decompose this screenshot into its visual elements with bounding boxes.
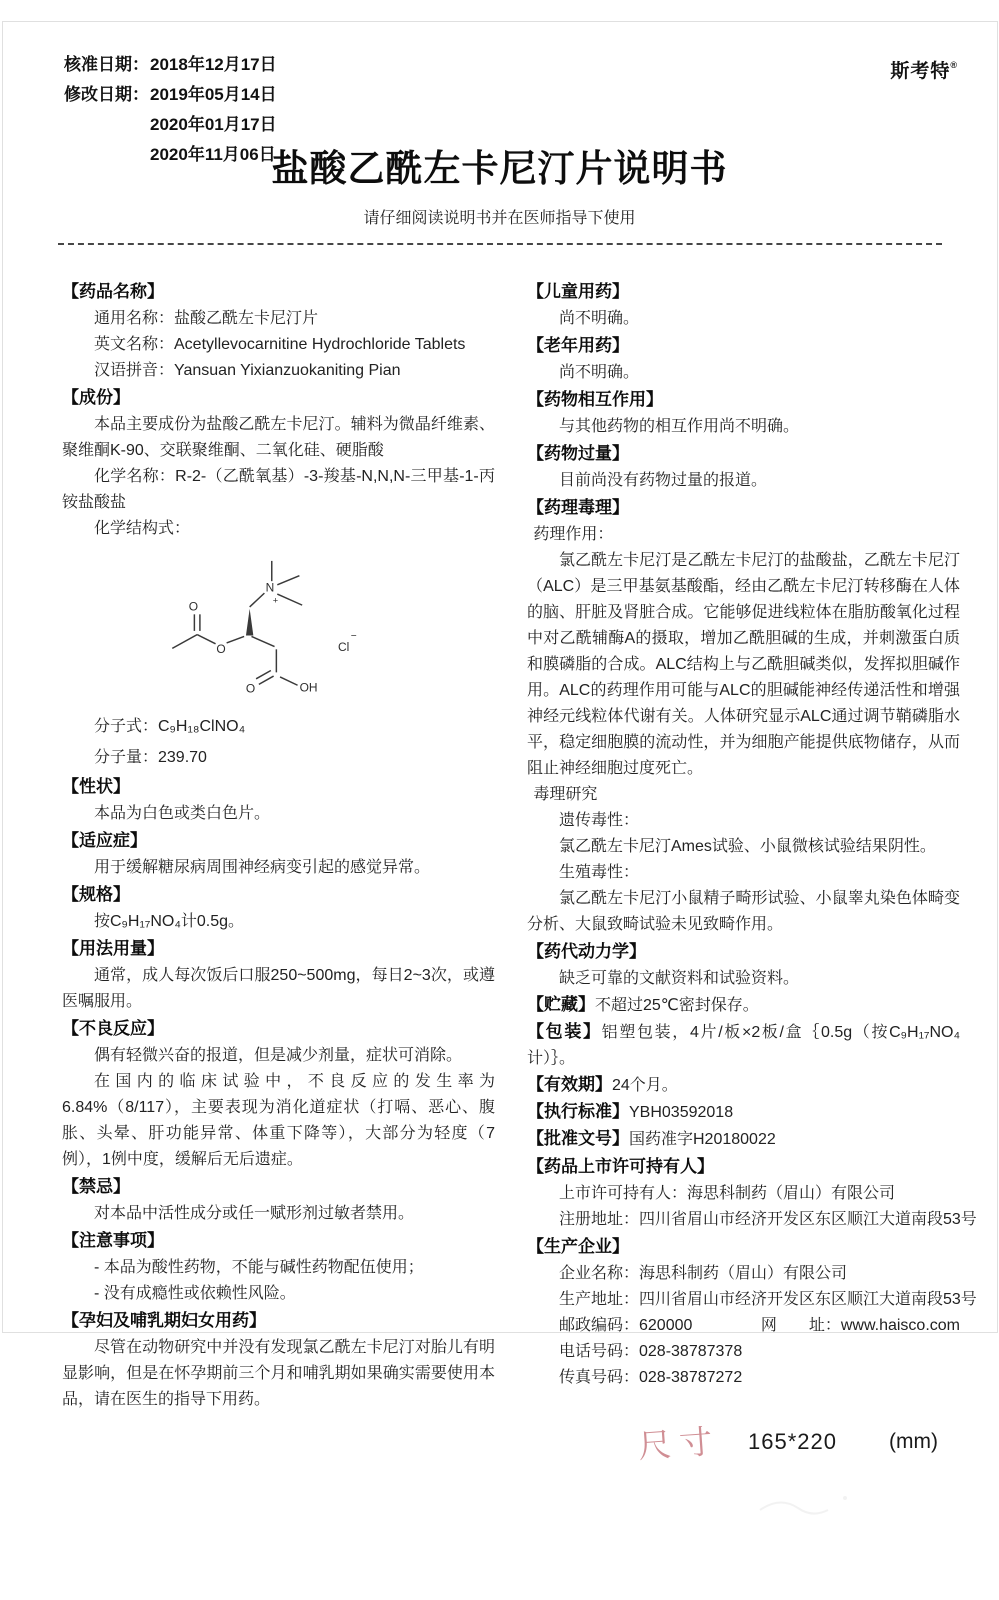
pharmacology-subheading: 药理作用： xyxy=(533,526,614,543)
section-title-manufacturer: 【生产企业】 xyxy=(527,1237,629,1256)
section-title-package: 【包装】 xyxy=(527,1022,602,1041)
section-title-adverse: 【不良反应】 xyxy=(62,1019,164,1038)
generic-name-line: 通用名称：盐酸乙酰左卡尼汀片 xyxy=(94,310,319,327)
chemical-structure-diagram xyxy=(158,548,495,709)
validity-section xyxy=(527,1072,960,1099)
section-title-overdose: 【药物过量】 xyxy=(527,444,629,463)
section-title-elderly: 【老年用药】 xyxy=(527,336,629,355)
section-title-mah: 【药品上市许可持有人】 xyxy=(527,1157,714,1176)
approval-no-text: 国药准字H20180022 xyxy=(629,1131,776,1148)
standard-section xyxy=(527,1099,960,1126)
section-title-drug-name: 【药品名称】 xyxy=(62,282,164,301)
handwritten-size-label: 尺寸 xyxy=(636,1422,722,1465)
indication-text: 用于缓解糖尿病周围神经病变引起的感觉异常。 xyxy=(94,859,431,876)
section-title-pharmacokinetics: 【药代动力学】 xyxy=(527,942,646,961)
revised-date-value-1: 2019年05月14日 xyxy=(150,85,277,104)
right-column xyxy=(527,278,977,1413)
approved-date-label: 核准日期： xyxy=(64,55,149,74)
contraindication-text: 对本品中活性成分或任一赋形剂过敏者禁用。 xyxy=(94,1205,415,1222)
content-columns xyxy=(62,278,977,1413)
section-title-dosage: 【用法用量】 xyxy=(62,939,164,958)
left-column xyxy=(62,278,495,1413)
adverse-paragraph-2: 在国内的临床试验中，不良反应的发生率为6.84%（8/117），主要表现为消化道症状（打嗝、恶心、腹胀、头晕、肝功能异常、体重下降等），大部分为轻度（7例），1例中度，缓解后无后遗症。 xyxy=(62,1073,495,1168)
page-subtitle: 请仔细阅读说明书并在医师指导下使用 xyxy=(363,210,636,227)
phone-line: 电话号码：028-38787378 xyxy=(559,1343,743,1360)
package-section xyxy=(527,1019,960,1072)
section-title-interaction: 【药物相互作用】 xyxy=(527,390,663,409)
section-title-composition: 【成份】 xyxy=(62,388,130,407)
reproductive-toxicity-text: 氯乙酰左卡尼汀小鼠精子畸形试验、小鼠睾丸染色体畸变分析、大鼠致畸试验未见致畸作用。 xyxy=(527,890,960,933)
storage-section xyxy=(527,992,960,1019)
standard-text: YBH03592018 xyxy=(629,1104,734,1121)
revised-date-row xyxy=(64,80,277,110)
adverse-paragraph-1: 偶有轻微兴奋的报道，但是减少剂量，症状可消除。 xyxy=(94,1047,463,1064)
acid-oxygen-label: O xyxy=(245,681,256,696)
genotoxicity-text: 氯乙酰左卡尼汀Ames试验、小鼠微核试验结果阴性。 xyxy=(559,838,936,855)
revised-date-label: 修改日期： xyxy=(64,85,149,104)
manufacturer-name-line: 企业名称：海思科制药（眉山）有限公司 xyxy=(559,1265,848,1282)
composition-paragraph: 本品主要成份为盐酸乙酰左卡尼汀。辅料为微晶纤维素、聚维酮K-90、交联聚维酮、二氧化硅、硬脂酸 xyxy=(62,416,495,459)
fax-line: 传真号码：028-38787272 xyxy=(559,1369,743,1386)
structure-caption: 化学结构式： xyxy=(94,520,191,537)
pinyin-name-line: 汉语拼音：Yansuan Yixianzuokaniting Pian xyxy=(94,362,401,379)
section-title-standard: 【执行标准】 xyxy=(527,1102,629,1121)
pharmacology-paragraph: 氯乙酰左卡尼汀是乙酰左卡尼汀的盐酸盐，乙酰左卡尼汀（ALC）是三甲基氨基酸酯，经由乙酰左卡尼汀转移酶在人体的脑、肝脏及肾脏合成。它能够促进线粒体在脂肪酸氧化过程中对乙酰辅酶A的摄取，增加乙酰胆碱的生成，并刺激蛋白质和膜磷脂的合成。ALC结构上与乙酰胆碱类似，发挥拟胆碱作用。ALC的药理作用可能与ALC的胆碱能神经传递活性和增强神经元线粒体代谢有关。人体研究显示ALC通过调节鞘磷脂水平，稳定细胞膜的流动性，并为细胞产能提供底物储存，从而阻止神经细胞过度死亡。 xyxy=(527,552,960,777)
children-text: 尚不明确。 xyxy=(559,310,640,327)
molecular-formula-line: 分子式：C₉H₁₈ClNO₄ xyxy=(94,718,246,735)
storage-text: 不超过25℃密封保存。 xyxy=(595,997,759,1014)
section-title-character: 【性状】 xyxy=(62,777,130,796)
chemical-name-paragraph: 化学名称：R-2-（乙酰氧基）-3-羧基-N,N,N-三甲基-1-丙铵盐酸盐 xyxy=(62,468,495,511)
section-title-contraindication: 【禁忌】 xyxy=(62,1177,130,1196)
overdose-text: 目前尚没有药物过量的报道。 xyxy=(559,472,768,489)
page-title: 盐酸乙酰左卡尼汀片说明书 xyxy=(271,148,728,189)
ester-oxygen-label: O xyxy=(216,642,226,657)
genotoxicity-subheading: 遗传毒性： xyxy=(559,812,640,829)
approved-date-value: 2018年12月17日 xyxy=(150,55,277,74)
package-text: 铝塑包装，4片/板×2板/盒｛0.5g（按C₉H₁₇NO₄计）｝。 xyxy=(527,1024,960,1067)
molecular-weight-line: 分子量：239.70 xyxy=(94,749,207,766)
section-title-storage: 【贮藏】 xyxy=(527,995,595,1014)
minus-charge-label: − xyxy=(350,631,357,643)
approval-date-row xyxy=(64,50,277,80)
english-name-line: 英文名称：Acetyllevocarnitine Hydrochloride Tablets xyxy=(94,336,466,353)
chloride-label: Cl xyxy=(337,640,350,655)
pregnancy-text: 尽管在动物研究中并没有发现氯乙酰左卡尼汀对胎儿有明显影响，但是在怀孕期前三个月和哺乳期如果确实需要使用本品，请在医生的指导下用药。 xyxy=(62,1339,495,1408)
website-text: 网 址：www.haisco.com xyxy=(760,1317,960,1334)
character-text: 本品为白色或类白色片。 xyxy=(94,805,271,822)
registered-trademark-icon: ® xyxy=(950,60,957,70)
section-title-children: 【儿童用药】 xyxy=(527,282,629,301)
section-title-precautions: 【注意事项】 xyxy=(62,1231,164,1250)
size-unit: (mm) xyxy=(888,1429,938,1453)
manufacturer-address-line: 生产地址：四川省眉山市经济开发区东区顺江大道南段53号 xyxy=(559,1291,977,1308)
interaction-text: 与其他药物的相互作用尚不明确。 xyxy=(559,418,800,435)
postcode-website-line xyxy=(559,1313,960,1339)
dosage-text: 通常，成人每次饭后口服250~500mg，每日2~3次，或遵医嘱服用。 xyxy=(62,967,495,1010)
pharmacokinetics-text: 缺乏可靠的文献资料和试验资料。 xyxy=(559,970,800,987)
section-title-validity: 【有效期】 xyxy=(527,1075,612,1094)
mah-reg-address-line: 注册地址：四川省眉山市经济开发区东区顺江大道南段53号 xyxy=(559,1211,977,1228)
section-title-approval-no: 【批准文号】 xyxy=(527,1129,629,1148)
section-title-pregnancy: 【孕妇及哺乳期妇女用药】 xyxy=(62,1311,266,1330)
dashed-divider xyxy=(58,243,942,245)
approval-no-section xyxy=(527,1126,960,1153)
mah-holder-line: 上市许可持有人：海思科制药（眉山）有限公司 xyxy=(559,1185,896,1202)
section-title-indication: 【适应症】 xyxy=(62,831,147,850)
section-title-pharm-tox: 【药理毒理】 xyxy=(527,498,629,517)
plus-charge-label: + xyxy=(272,595,279,606)
brand-logo: 斯考特® xyxy=(890,60,957,82)
carbonyl-oxygen-label: O xyxy=(188,599,199,614)
precaution-item-2: - 没有成瘾性或依赖性风险。 xyxy=(94,1285,296,1302)
revised-date-value-2: 2020年01月17日 xyxy=(150,115,277,134)
precaution-item-1: - 本品为酸性药物，不能与碱性药物配伍使用； xyxy=(94,1259,424,1276)
size-value: 165*220 xyxy=(748,1428,837,1454)
revised-date-value-3: 2020年11月06日 xyxy=(150,145,276,164)
reproductive-toxicity-subheading: 生殖毒性： xyxy=(559,864,640,881)
section-title-spec: 【规格】 xyxy=(62,885,130,904)
size-annotation xyxy=(638,1418,968,1465)
spec-text: 按C₉H₁₇NO₄计0.5g。 xyxy=(94,913,245,930)
faint-pencil-marks xyxy=(750,1480,870,1540)
revised-date-row xyxy=(64,110,277,140)
hydroxyl-label: OH xyxy=(299,680,318,695)
nitrogen-label: N xyxy=(265,580,275,595)
toxicology-subheading: 毒理研究 xyxy=(533,786,598,803)
elderly-text: 尚不明确。 xyxy=(559,364,640,381)
postcode-text: 邮政编码：620000 xyxy=(559,1317,693,1334)
validity-text: 24个月。 xyxy=(612,1077,678,1094)
